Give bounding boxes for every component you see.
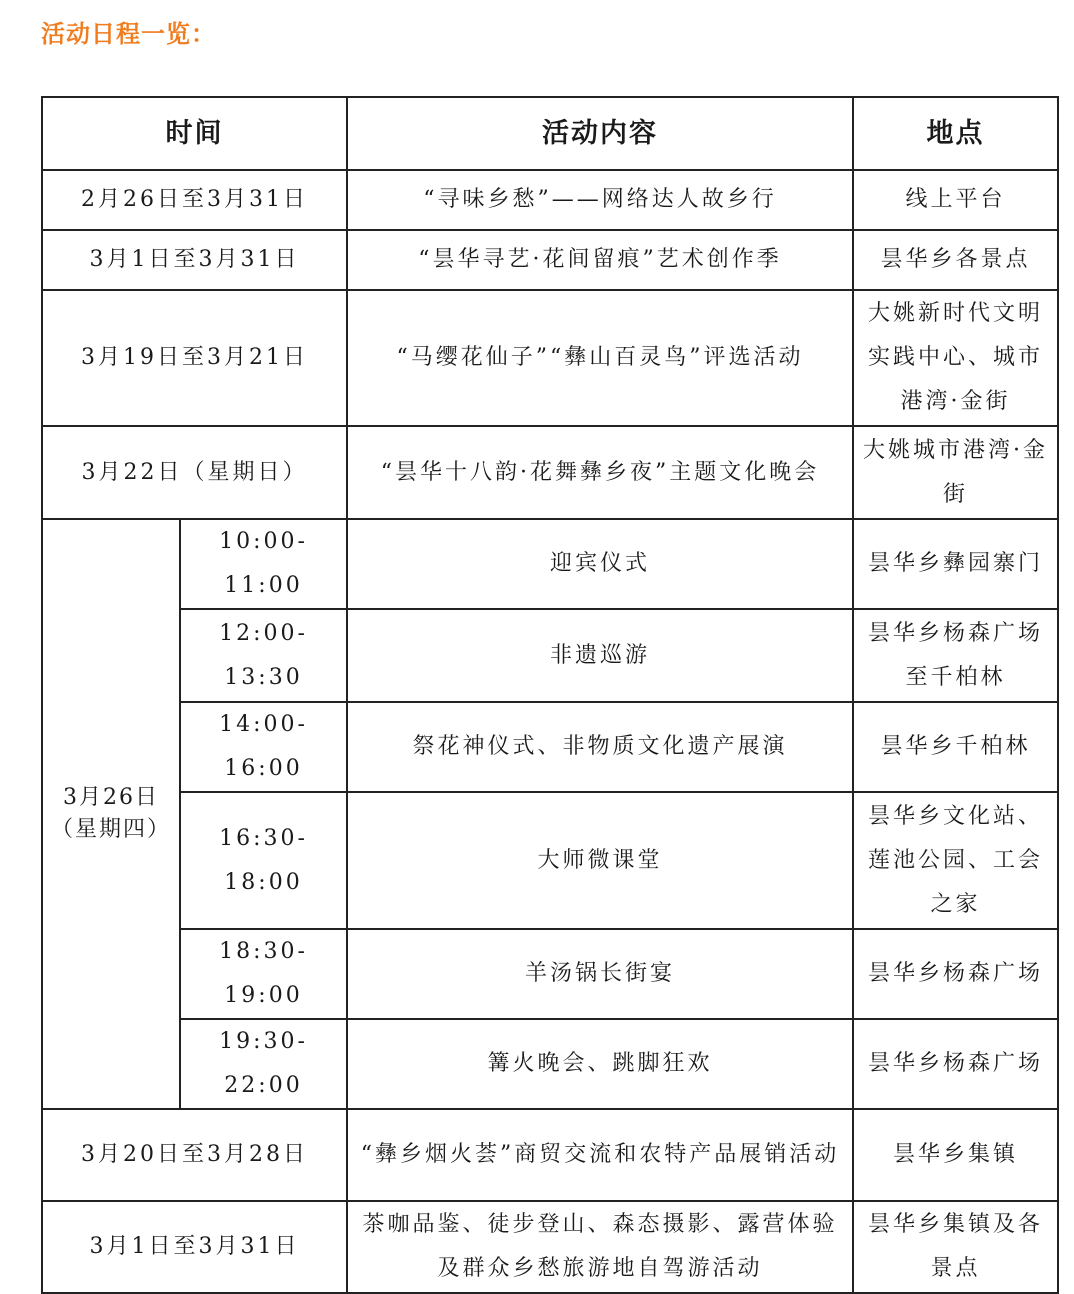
slot-content: 大师微课堂 [347, 792, 853, 929]
day-date: 3月26日 [63, 785, 159, 810]
header-content: 活动内容 [347, 97, 853, 170]
slot-place: 昙华乡千柏林 [853, 702, 1058, 792]
day-date-cell [42, 519, 180, 1109]
row-place: 昙华乡集镇及各景点 [853, 1201, 1058, 1293]
row-time: 3月1日至3月31日 [42, 230, 347, 290]
row-place: 线上平台 [853, 170, 1058, 230]
row-content: 茶咖品鉴、徒步登山、森态摄影、露营体验及群众乡愁旅游地自驾游活动 [347, 1201, 853, 1293]
row-time: 3月19日至3月21日 [42, 290, 347, 426]
table-row [42, 792, 1058, 929]
row-time: 3月1日至3月31日 [42, 1201, 347, 1293]
day-weekday: （星期四） [50, 817, 171, 842]
slot-place: 昙华乡杨森广场至千柏林 [853, 609, 1058, 702]
row-content: “昙华十八韵·花舞彝乡夜”主题文化晚会 [347, 426, 853, 519]
slot-time: 16:30-18:00 [180, 792, 347, 929]
slot-time: 19:30-22:00 [180, 1019, 347, 1109]
slot-content: 非遗巡游 [347, 609, 853, 702]
slot-time: 10:00-11:00 [180, 519, 347, 609]
table-row [42, 929, 1058, 1019]
header-time: 时间 [42, 97, 347, 170]
row-content: “寻味乡愁”——网络达人故乡行 [347, 170, 853, 230]
row-time: 3月22日（星期日） [42, 426, 347, 519]
slot-place: 昙华乡杨森广场 [853, 929, 1058, 1019]
row-time: 2月26日至3月31日 [42, 170, 347, 230]
table-row [42, 290, 1058, 426]
slot-place: 昙华乡彝园寨门 [853, 519, 1058, 609]
row-content: “马缨花仙子”“彝山百灵鸟”评选活动 [347, 290, 853, 426]
row-place: 大姚城市港湾·金街 [853, 426, 1058, 519]
table-header-row [42, 97, 1058, 170]
table-row [42, 230, 1058, 290]
row-place: 昙华乡集镇 [853, 1109, 1058, 1201]
table-row [42, 519, 1058, 609]
row-place: 大姚新时代文明实践中心、城市港湾·金街 [853, 290, 1058, 426]
slot-place: 昙华乡杨森广场 [853, 1019, 1058, 1109]
table-row [42, 426, 1058, 519]
row-place: 昙华乡各景点 [853, 230, 1058, 290]
slot-time: 18:30-19:00 [180, 929, 347, 1019]
table-row [42, 1109, 1058, 1201]
slot-time: 12:00-13:30 [180, 609, 347, 702]
slot-content: 羊汤锅长街宴 [347, 929, 853, 1019]
header-place: 地点 [853, 97, 1058, 170]
row-content: “昙华寻艺·花间留痕”艺术创作季 [347, 230, 853, 290]
table-row [42, 702, 1058, 792]
slot-place: 昙华乡文化站、莲池公园、工会之家 [853, 792, 1058, 929]
table-row [42, 609, 1058, 702]
table-row [42, 1201, 1058, 1293]
slot-content: 迎宾仪式 [347, 519, 853, 609]
slot-content: 篝火晚会、跳脚狂欢 [347, 1019, 853, 1109]
row-time: 3月20日至3月28日 [42, 1109, 347, 1201]
row-content: “彝乡烟火荟”商贸交流和农特产品展销活动 [347, 1109, 853, 1201]
table-row [42, 1019, 1058, 1109]
section-heading: 活动日程一览： [41, 20, 216, 48]
schedule-table [41, 96, 1059, 1294]
slot-content: 祭花神仪式、非物质文化遗产展演 [347, 702, 853, 792]
slot-time: 14:00-16:00 [180, 702, 347, 792]
table-row [42, 170, 1058, 230]
